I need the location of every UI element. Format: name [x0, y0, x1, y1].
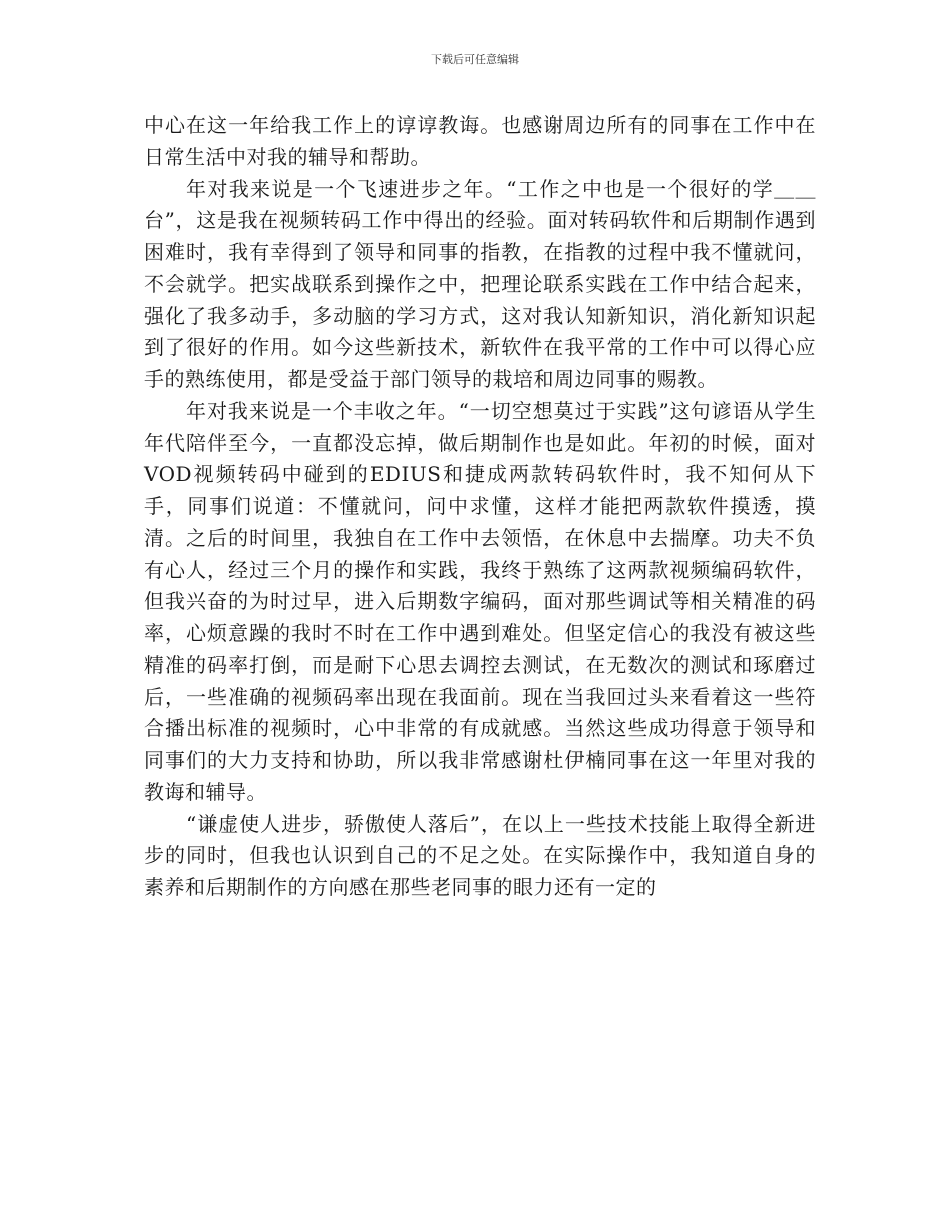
- paragraph-4: “谦虚使人进步，骄傲使人落后”，在以上一些技术技能上取得全新进步的同时，但我也认识到自己的不足之处。在实际操作中，我知道自身的素养和后期制作的方向感在那些老同事的眼力还有一定的: [144, 811, 816, 899]
- paragraph-1: 中心在这一年给我工作上的谆谆教诲。也感谢周边所有的同事在工作中在日常生活中对我的辅导和帮助。: [144, 113, 816, 169]
- page-header-note: 下载后可任意编辑: [431, 53, 519, 66]
- paragraph-3: 年对我来说是一个丰收之年。“一切空想莫过于实践”这句谚语从学生年代陪伴至今，一直都没忘掉，做后期制作也是如此。年初的时候，面对VOD视频转码中碰到的EDIUS和捷成两款转码软件时，我不知何从下手，同事们说道：不懂就问，问中求懂，这样才能把两款软件摸透，摸清。之后的时间里，我独自在工作中去领悟，在休息中去揣摩。功夫不负有心人，经过三个月的操作和实践，我终于熟练了这两款视频编码软件，但我兴奋的为时过早，进入后期数字编码，面对那些调试等相关精准的码率，心烦意躁的我时不时在工作中遇到难处。但坚定信心的我没有被这些精准的码率打倒，而是耐下心思去调控去测试，在无数次的测试和琢磨过后，一些准确的视频码率出现在我面前。现在当我回过头来看着这一些符合播出标准的视频时，心中非常的有成就感。当然这些成功得意于领导和同事们的大力支持和协助，所以我非常感谢杜伊楠同事在这一年里对我的教诲和辅导。: [144, 398, 816, 804]
- document-body: [144, 110, 816, 904]
- paragraph-2: 年对我来说是一个飞速进步之年。“工作之中也是一个很好的学＿＿台”，这是我在视频转码工作中得出的经验。面对转码软件和后期制作遇到困难时，我有幸得到了领导和同事的指教，在指教的过程中我不懂就问，不会就学。把实战联系到操作之中，把理论联系实践在工作中结合起来，强化了我多动手，多动脑的学习方式，这对我认知新知识，消化新知识起到了很好的作用。如今这些新技术，新软件在我平常的工作中可以得心应手的熟练使用，都是受益于部门领导的栽培和周边同事的赐教。: [144, 176, 816, 391]
